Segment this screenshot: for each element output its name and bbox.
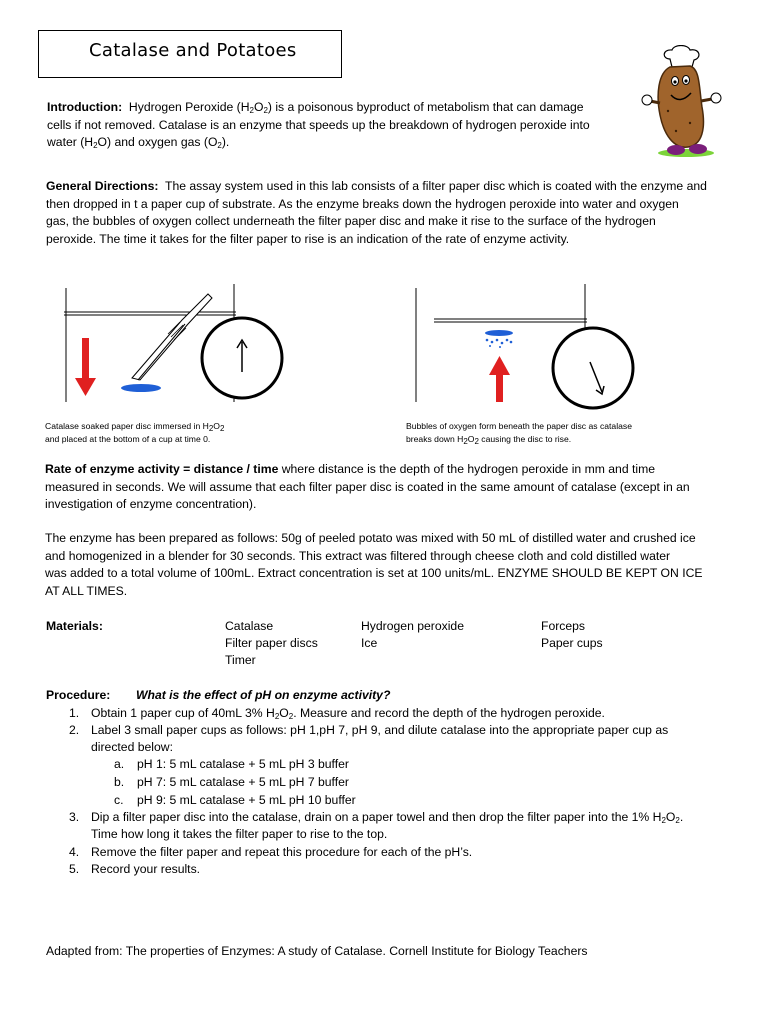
sub: 2: [474, 437, 479, 446]
figure-disc-rising: [412, 282, 652, 412]
step-text: O: [279, 706, 289, 720]
procedure-question: [136, 687, 390, 704]
step-text: Obtain 1 paper cup of 40mL 3% H: [91, 706, 275, 720]
step-text: Dip a filter paper disc into the catalase, drain on a paper towel and then drop the filter paper into the 1% H: [91, 810, 662, 824]
intro-text: O) and oxygen gas (O: [97, 135, 218, 149]
step-text: . Measure and record the depth of the hydrogen peroxide.: [293, 706, 605, 720]
substep-a-number: a.: [114, 757, 125, 771]
step-text: O: [665, 810, 676, 824]
material-item: Hydrogen peroxide: [361, 619, 464, 633]
directions-paragraph: [46, 178, 746, 248]
rate-text: investigation of enzyme concentration).: [45, 497, 257, 511]
step-2: Label 3 small paper cups as follows: pH 1,pH 7, pH 9, and dilute catalase into the appropriate paper cup as: [91, 723, 669, 737]
potato-chef-mascot: [640, 45, 730, 160]
caption-text: causing the disc to rise.: [478, 434, 572, 444]
prep-text: and homogenized in a blender for 30 seconds. This extract was filtered through cheese cloth and cold distilled water: [45, 548, 671, 563]
caption-text: Catalase soaked paper disc immersed in H: [45, 421, 209, 431]
title-box: [38, 30, 342, 78]
directions-text: then dropped in t a paper cup of substrate. As the enzyme breaks down the hydrogen peroxide into water and oxygen: [46, 196, 679, 211]
procedure-question-text: What is the effect of pH on enzyme activity?: [136, 688, 391, 702]
caption-text: O: [467, 434, 475, 444]
sub: 2: [288, 712, 294, 721]
intro-paragraph: [47, 99, 627, 152]
intro-text: ).: [221, 135, 230, 149]
step-5: Record your results.: [91, 862, 201, 876]
substep-b-number: b.: [114, 775, 125, 789]
caption-text: O: [213, 421, 220, 431]
left-figure-caption: [45, 420, 345, 446]
substep-c-number: c.: [114, 793, 124, 807]
rate-paragraph: [45, 461, 755, 514]
prep-text: The enzyme has been prepared as follows: 50g of peeled potato was mixed with 50 mL of distilled water and crushed ice: [45, 531, 696, 545]
sub: 2: [661, 816, 666, 825]
materials-col-2: [361, 618, 464, 652]
step-4: Remove the filter paper and repeat this procedure for each of the pH’s.: [91, 845, 473, 859]
procedure-heading: [46, 687, 110, 704]
step-2-number: 2.: [69, 723, 80, 737]
step-text: .: [679, 810, 684, 824]
sub: 2: [463, 437, 468, 446]
substep-c: pH 9: 5 mL catalase + 5 mL pH 10 buffer: [137, 793, 356, 807]
material-item: Paper cups: [541, 636, 603, 650]
materials-col-1: [225, 618, 318, 669]
procedure-label: Procedure:: [46, 688, 111, 702]
rate-text: measured in seconds. We will assume that each filter paper disc is coated in the same amount of catalase (except in an: [45, 479, 690, 494]
caption-text: breaks down H: [406, 434, 464, 444]
directions-text: The assay system used in this lab consists of a filter paper disc which is coated with the enzyme and: [165, 179, 707, 193]
intro-text: O: [253, 100, 264, 114]
step-5-number: 5.: [69, 862, 80, 876]
intro-text: Hydrogen Peroxide (H: [128, 100, 250, 114]
intro-text: cells if not removed. Catalase is an enzyme that speeds up the breakdown of hydrogen peroxide into: [47, 117, 590, 132]
materials-label-text: Materials:: [46, 619, 103, 633]
material-item: Forceps: [541, 619, 586, 633]
substep-b: pH 7: 5 mL catalase + 5 mL pH 7 buffer: [137, 775, 349, 789]
step-1-number: 1.: [69, 706, 80, 720]
material-item: Ice: [361, 636, 378, 650]
figure-disc-at-bottom: [60, 282, 300, 412]
sub: 2: [274, 712, 280, 721]
step-1: [91, 705, 605, 722]
sub: 2: [263, 106, 268, 115]
sub: 2: [217, 141, 222, 150]
right-figure-caption: [406, 420, 736, 446]
step-3-number: 3.: [69, 810, 80, 824]
rate-text: where distance is the depth of the hydrogen peroxide in mm and time: [278, 462, 656, 476]
material-item: Filter paper discs: [225, 636, 318, 650]
step-3-cont: Time how long it takes the filter paper to rise to the top.: [91, 827, 388, 841]
sub: 2: [93, 141, 98, 150]
prep-text: AT ALL TIMES.: [45, 583, 128, 598]
materials-label: [46, 618, 103, 635]
caption-text: Bubbles of oxygen form beneath the paper disc as catalase: [406, 421, 632, 431]
material-item: Timer: [225, 653, 256, 667]
intro-label: Introduction:: [47, 100, 123, 114]
source-credit: Adapted from: The properties of Enzymes: A study of Catalase. Cornell Institute for Biology Teachers: [46, 944, 588, 958]
directions-label: General Directions:: [46, 179, 159, 193]
page-title: Catalase and Potatoes: [89, 40, 297, 61]
step-4-number: 4.: [69, 845, 80, 859]
intro-text: ) is a poisonous byproduct of metabolism that can damage: [267, 100, 584, 114]
sub: 2: [675, 816, 680, 825]
step-2-cont: directed below:: [91, 740, 173, 754]
prep-text: was added to a total volume of 100mL. Extract concentration is set at 100 units/mL. ENZYME SHOULD BE KEPT ON ICE: [45, 566, 703, 580]
sub: 2: [208, 424, 214, 433]
enzyme-prep-paragraph: [45, 530, 755, 600]
material-item: Catalase: [225, 619, 274, 633]
materials-col-3: [541, 618, 603, 652]
substep-a: pH 1: 5 mL catalase + 5 mL pH 3 buffer: [137, 757, 349, 771]
sub: 2: [249, 106, 254, 115]
step-3: [91, 809, 683, 826]
directions-text: gas, the bubbles of oxygen collect underneath the filter paper disc and make it rise to the surface of the hydrogen: [46, 214, 656, 228]
caption-text: and placed at the bottom of a cup at time 0.: [45, 434, 211, 444]
rate-formula: Rate of enzyme activity = distance / time: [45, 462, 279, 476]
intro-text: water (H: [47, 135, 94, 149]
sub: 2: [219, 424, 225, 433]
directions-text: peroxide. The time it takes for the filter paper to rise is an indication of the rate of enzyme activity.: [46, 231, 570, 246]
